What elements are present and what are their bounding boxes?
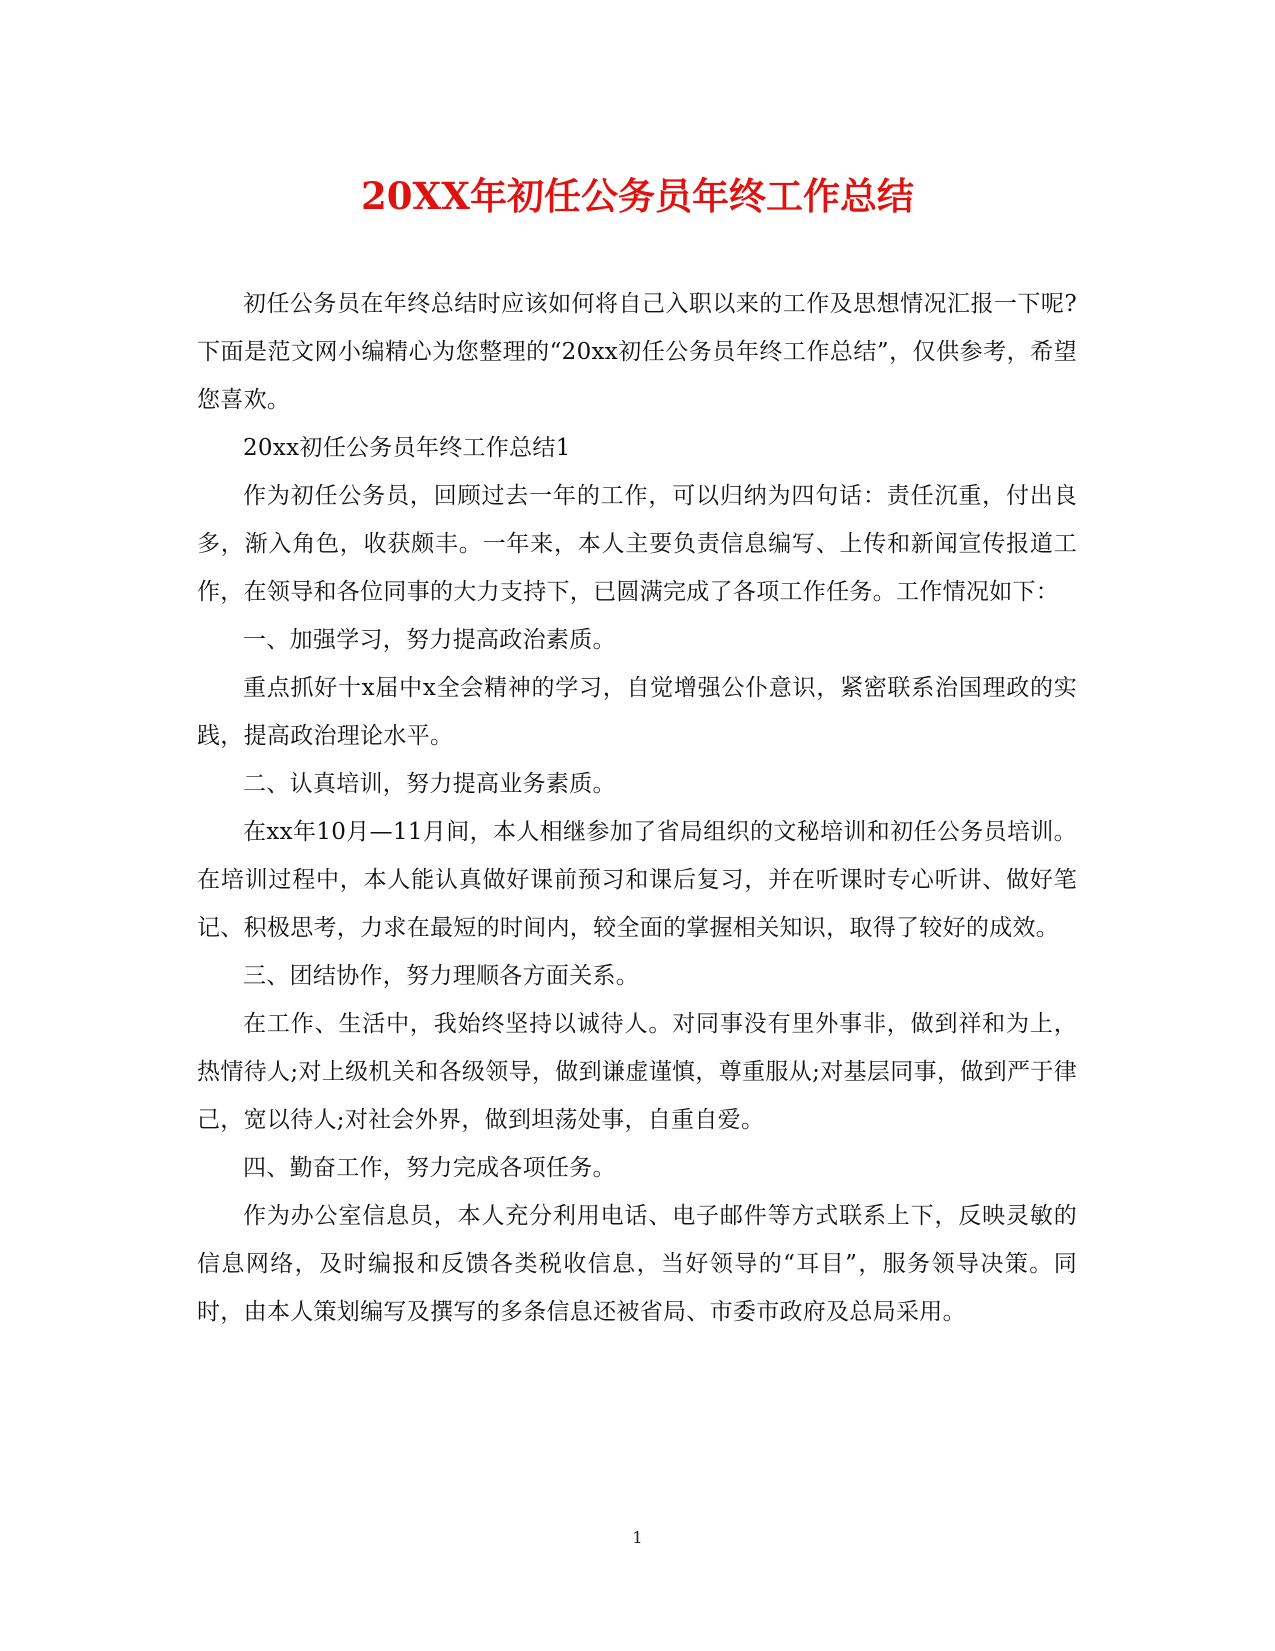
paragraph-overview: 作为初任公务员，回顾过去一年的工作，可以归纳为四句话：责任沉重，付出良多，渐入角色，收获颇丰。一年来，本人主要负责信息编写、上传和新闻宣传报道工作，在领导和各位同事的大力支持下，已圆满完成了各项工作任务。工作情况如下： <box>197 483 1077 605</box>
page-number: 1 <box>632 1528 643 1547</box>
point-heading-1: 一、加强学习，努力提高政治素质。 <box>243 627 616 653</box>
point-heading-2: 二、认真培训，努力提高业务素质。 <box>243 771 616 797</box>
point-body-3: 在工作、生活中，我始终坚持以诚待人。对同事没有里外事非，做到祥和为上，热情待人;对上级机关和各级领导，做到谦虚谨慎，尊重服从;对基层同事，做到严于律己，宽以待人;对社会外界，做到坦荡处事，自重自爱。 <box>197 1011 1077 1133</box>
document-body <box>197 280 1077 1336</box>
point-body-1: 重点抓好十x届中x全会精神的学习，自觉增强公仆意识，紧密联系治国理政的实践，提高政治理论水平。 <box>197 675 1077 749</box>
point-body-2: 在xx年10月—11月间，本人相继参加了省局组织的文秘培训和初任公务员培训。在培训过程中，本人能认真做好课前预习和课后复习，并在听课时专心听讲、做好笔记、积极思考，力求在最短的时间内，较全面的掌握相关知识，取得了较好的成效。 <box>197 819 1077 941</box>
point-heading-3: 三、团结协作，努力理顺各方面关系。 <box>243 963 640 989</box>
section-heading-1: 20xx初任公务员年终工作总结1 <box>243 435 571 461</box>
point-body-4: 作为办公室信息员，本人充分利用电话、电子邮件等方式联系上下，反映灵敏的信息网络，及时编报和反馈各类税收信息，当好领导的“耳目”，服务领导决策。同时，由本人策划编写及撰写的多条信息还被省局、市委市政府及总局采用。 <box>197 1203 1077 1325</box>
point-heading-4: 四、勤奋工作，努力完成各项任务。 <box>243 1155 616 1181</box>
document-title: 20XX年初任公务员年终工作总结 <box>361 174 914 218</box>
paragraph-intro: 初任公务员在年终总结时应该如何将自己入职以来的工作及思想情况汇报一下呢?下面是范文网小编精心为您整理的“20xx初任公务员年终工作总结”，仅供参考，希望您喜欢。 <box>197 291 1077 413</box>
